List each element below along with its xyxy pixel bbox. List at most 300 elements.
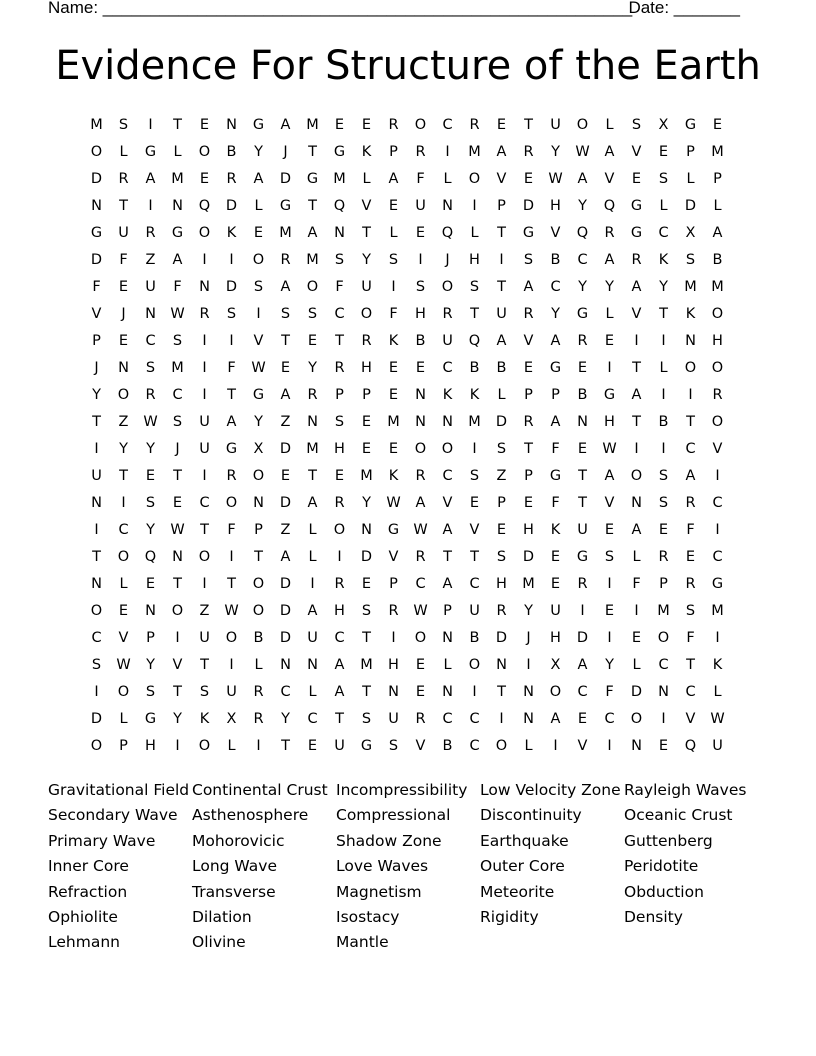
- grid-letter: I: [391, 630, 396, 646]
- grid-letter: N: [334, 225, 345, 241]
- grid-letter: T: [524, 117, 533, 133]
- grid-letter: N: [658, 684, 669, 700]
- grid-letter: E: [280, 468, 291, 484]
- grid-letter: L: [524, 738, 533, 754]
- grid-letter: A: [415, 495, 426, 511]
- grid-letter: I: [202, 252, 207, 268]
- grid-letter: C: [577, 684, 588, 700]
- grid-letter: I: [445, 144, 450, 160]
- grid-letter: S: [145, 684, 156, 700]
- grid-letter: D: [684, 198, 697, 214]
- grid-letter: P: [659, 576, 668, 592]
- grid-letter: H: [388, 657, 399, 673]
- grid-letter: W: [170, 522, 185, 538]
- grid-letter: S: [469, 468, 480, 484]
- grid-letter: I: [526, 657, 531, 673]
- grid-letter: I: [472, 441, 477, 457]
- grid-letter: I: [202, 333, 207, 349]
- grid-letter: A: [631, 279, 642, 295]
- grid-letter: A: [442, 522, 453, 538]
- word-list-item: Gravitational Field: [48, 781, 190, 799]
- grid-letter: E: [361, 117, 372, 133]
- grid-letter: C: [658, 657, 669, 673]
- grid-letter: M: [684, 279, 697, 295]
- grid-letter: O: [117, 387, 130, 403]
- grid-letter: I: [229, 549, 234, 565]
- grid-letter: G: [630, 225, 643, 241]
- grid-letter: E: [199, 171, 210, 187]
- grid-letter: E: [496, 522, 507, 538]
- grid-letter: L: [659, 198, 668, 214]
- grid-letter: T: [335, 333, 344, 349]
- grid-letter: T: [362, 225, 371, 241]
- word-list-item: Asthenosphere: [192, 806, 309, 825]
- grid-letter: D: [90, 711, 103, 727]
- grid-letter: R: [604, 225, 615, 241]
- grid-letter: G: [144, 711, 157, 727]
- grid-letter: F: [605, 684, 614, 700]
- grid-letter: S: [334, 414, 345, 430]
- grid-letter: P: [92, 333, 101, 349]
- grid-letter: I: [256, 306, 261, 322]
- grid-letter: Y: [362, 252, 371, 268]
- header-row: [48, 0, 740, 20]
- grid-letter: V: [631, 144, 642, 160]
- grid-letter: N: [91, 198, 102, 214]
- grid-letter: A: [226, 414, 237, 430]
- grid-letter: V: [415, 738, 426, 754]
- grid-letter: L: [605, 117, 614, 133]
- grid-letter: R: [388, 603, 399, 619]
- grid-letter: O: [576, 117, 589, 133]
- word-list-item: Rayleigh Waves: [624, 781, 747, 799]
- grid-letter: R: [199, 306, 210, 322]
- word-list-item: Obduction: [624, 882, 704, 901]
- grid-letter: S: [631, 117, 642, 133]
- grid-letter: I: [310, 576, 315, 592]
- grid-letter: A: [280, 279, 291, 295]
- grid-letter: I: [202, 387, 207, 403]
- grid-letter: A: [442, 576, 453, 592]
- grid-letter: S: [496, 549, 507, 565]
- grid-letter: P: [146, 630, 155, 646]
- grid-row: [83, 625, 731, 652]
- grid-letter: O: [549, 684, 562, 700]
- grid-letter: F: [686, 522, 695, 538]
- grid-letter: M: [306, 441, 319, 457]
- grid-letter: E: [604, 333, 615, 349]
- letter-grid: [83, 112, 731, 760]
- grid-letter: D: [279, 171, 292, 187]
- grid-letter: U: [469, 603, 480, 619]
- grid-letter: U: [712, 738, 723, 754]
- grid-letter: B: [253, 630, 264, 646]
- grid-letter: A: [334, 657, 345, 673]
- grid-letter: R: [685, 495, 696, 511]
- grid-letter: G: [549, 360, 562, 376]
- grid-row: [83, 328, 731, 355]
- grid-letter: J: [283, 144, 288, 160]
- grid-letter: T: [308, 468, 317, 484]
- grid-letter: G: [711, 576, 724, 592]
- grid-letter: Y: [254, 414, 263, 430]
- grid-letter: M: [279, 225, 292, 241]
- grid-letter: F: [119, 252, 128, 268]
- grid-letter: L: [119, 144, 128, 160]
- grid-letter: A: [307, 225, 318, 241]
- grid-letter: G: [522, 225, 535, 241]
- grid-letter: N: [523, 684, 534, 700]
- word-list-item: Peridotite: [624, 857, 699, 876]
- grid-letter: R: [415, 468, 426, 484]
- grid-letter: Y: [551, 144, 560, 160]
- grid-letter: M: [387, 414, 400, 430]
- grid-letter: S: [226, 306, 237, 322]
- page-title: Evidence For Structure of the Earth: [55, 43, 761, 89]
- grid-letter: M: [333, 171, 346, 187]
- grid-letter: E: [415, 225, 426, 241]
- grid-letter: X: [685, 225, 696, 241]
- grid-letter: E: [415, 360, 426, 376]
- grid-letter: W: [548, 171, 563, 187]
- grid-letter: S: [334, 252, 345, 268]
- grid-letter: E: [604, 522, 615, 538]
- grid-letter: N: [496, 657, 507, 673]
- grid-letter: S: [658, 171, 669, 187]
- grid-letter: I: [229, 252, 234, 268]
- grid-letter: E: [712, 117, 723, 133]
- grid-letter: O: [198, 225, 211, 241]
- grid-letter: T: [632, 360, 641, 376]
- grid-letter: A: [550, 711, 561, 727]
- grid-letter: T: [497, 279, 506, 295]
- grid-letter: L: [119, 711, 128, 727]
- grid-letter: E: [415, 684, 426, 700]
- grid-letter: J: [94, 360, 99, 376]
- grid-letter: O: [117, 549, 130, 565]
- grid-letter: E: [361, 576, 372, 592]
- grid-letter: A: [604, 252, 615, 268]
- grid-letter: R: [145, 225, 156, 241]
- grid-letter: B: [496, 360, 507, 376]
- grid-letter: M: [171, 360, 184, 376]
- grid-letter: A: [280, 387, 291, 403]
- grid-letter: I: [634, 441, 639, 457]
- grid-letter: C: [712, 549, 723, 565]
- grid-letter: C: [442, 360, 453, 376]
- grid-letter: P: [551, 387, 560, 403]
- grid-row: [83, 193, 731, 220]
- grid-letter: R: [361, 333, 372, 349]
- grid-letter: B: [442, 738, 453, 754]
- grid-letter: L: [713, 198, 722, 214]
- grid-letter: N: [118, 360, 129, 376]
- word-list-item: Lehmann: [48, 933, 120, 952]
- grid-letter: I: [391, 279, 396, 295]
- grid-letter: V: [604, 495, 615, 511]
- grid-letter: A: [145, 171, 156, 187]
- grid-letter: J: [526, 630, 531, 646]
- grid-letter: Q: [441, 225, 454, 241]
- grid-letter: T: [524, 441, 533, 457]
- grid-letter: H: [415, 306, 426, 322]
- grid-letter: V: [550, 225, 561, 241]
- grid-letter: C: [172, 387, 183, 403]
- grid-letter: F: [551, 495, 560, 511]
- grid-letter: D: [495, 630, 508, 646]
- grid-letter: R: [415, 144, 426, 160]
- grid-letter: A: [388, 171, 399, 187]
- word-column: [624, 778, 768, 956]
- word-list-item: Refraction: [48, 882, 128, 901]
- grid-letter: N: [280, 657, 291, 673]
- grid-letter: I: [634, 603, 639, 619]
- grid-letter: N: [307, 657, 318, 673]
- grid-letter: W: [251, 360, 266, 376]
- grid-letter: H: [712, 333, 723, 349]
- grid-letter: M: [90, 117, 103, 133]
- grid-letter: E: [631, 171, 642, 187]
- grid-row: [83, 301, 731, 328]
- word-list-item: Continental Crust: [192, 781, 328, 799]
- grid-letter: S: [172, 333, 183, 349]
- grid-letter: P: [524, 387, 533, 403]
- word-list-item: Love Waves: [336, 857, 429, 876]
- grid-letter: M: [468, 144, 481, 160]
- grid-letter: W: [116, 657, 131, 673]
- grid-letter: R: [334, 576, 345, 592]
- grid-letter: D: [576, 630, 589, 646]
- grid-letter: L: [686, 171, 695, 187]
- grid-letter: E: [604, 603, 615, 619]
- grid-letter: N: [442, 414, 453, 430]
- grid-letter: O: [360, 306, 373, 322]
- grid-letter: R: [523, 144, 534, 160]
- grid-letter: G: [306, 171, 319, 187]
- grid-letter: F: [173, 279, 182, 295]
- grid-letter: A: [253, 171, 264, 187]
- grid-letter: Y: [362, 495, 371, 511]
- grid-letter: O: [225, 630, 238, 646]
- grid-letter: I: [202, 468, 207, 484]
- grid-letter: O: [495, 738, 508, 754]
- grid-letter: K: [469, 387, 480, 403]
- grid-letter: Y: [524, 603, 533, 619]
- grid-letter: T: [92, 414, 101, 430]
- grid-letter: C: [604, 711, 615, 727]
- grid-letter: I: [607, 630, 612, 646]
- grid-letter: U: [550, 117, 561, 133]
- grid-letter: F: [551, 441, 560, 457]
- grid-letter: Y: [92, 387, 101, 403]
- grid-letter: Y: [254, 144, 263, 160]
- grid-letter: S: [145, 360, 156, 376]
- word-list-item: Magnetism: [336, 882, 422, 901]
- grid-letter: E: [307, 333, 318, 349]
- grid-letter: G: [279, 198, 292, 214]
- grid-letter: S: [523, 252, 534, 268]
- grid-letter: A: [496, 144, 507, 160]
- grid-letter: A: [631, 387, 642, 403]
- grid-letter: F: [335, 279, 344, 295]
- grid-letter: R: [658, 549, 669, 565]
- grid-letter: T: [578, 468, 587, 484]
- grid-letter: L: [713, 684, 722, 700]
- grid-letter: R: [469, 117, 480, 133]
- grid-letter: I: [202, 360, 207, 376]
- grid-letter: I: [256, 738, 261, 754]
- grid-row: [83, 436, 731, 463]
- grid-letter: I: [499, 711, 504, 727]
- grid-row: [83, 706, 731, 733]
- grid-letter: P: [335, 387, 344, 403]
- grid-letter: I: [499, 252, 504, 268]
- grid-letter: G: [684, 117, 697, 133]
- grid-row: [83, 382, 731, 409]
- grid-letter: L: [308, 549, 317, 565]
- grid-letter: S: [280, 306, 291, 322]
- grid-letter: U: [496, 306, 507, 322]
- grid-letter: T: [470, 549, 479, 565]
- grid-letter: P: [389, 576, 398, 592]
- grid-row: [83, 652, 731, 679]
- grid-letter: I: [472, 684, 477, 700]
- grid-letter: V: [523, 333, 534, 349]
- grid-letter: X: [658, 117, 669, 133]
- grid-letter: P: [497, 495, 506, 511]
- grid-letter: O: [711, 360, 724, 376]
- grid-row: [83, 598, 731, 625]
- grid-letter: G: [576, 306, 589, 322]
- grid-letter: N: [523, 711, 534, 727]
- grid-letter: G: [549, 468, 562, 484]
- grid-letter: Q: [333, 198, 346, 214]
- grid-letter: D: [279, 630, 292, 646]
- grid-letter: E: [388, 387, 399, 403]
- grid-letter: P: [497, 198, 506, 214]
- grid-letter: P: [713, 171, 722, 187]
- grid-letter: Q: [198, 198, 211, 214]
- grid-letter: E: [361, 414, 372, 430]
- grid-letter: M: [657, 603, 670, 619]
- word-list-item: Mohorovicic: [192, 831, 285, 850]
- grid-letter: C: [442, 117, 453, 133]
- word-column: [48, 778, 192, 956]
- grid-letter: D: [90, 171, 103, 187]
- grid-letter: U: [388, 711, 399, 727]
- grid-letter: S: [415, 279, 426, 295]
- grid-letter: H: [550, 198, 561, 214]
- grid-letter: O: [306, 279, 319, 295]
- grid-letter: V: [712, 441, 723, 457]
- grid-row: [83, 274, 731, 301]
- grid-letter: A: [685, 468, 696, 484]
- word-list-item: Ophiolite: [48, 907, 118, 926]
- grid-letter: P: [254, 522, 263, 538]
- grid-letter: U: [226, 684, 237, 700]
- grid-letter: G: [144, 144, 157, 160]
- grid-letter: J: [175, 441, 180, 457]
- grid-letter: I: [580, 603, 585, 619]
- grid-letter: Y: [578, 198, 587, 214]
- grid-letter: R: [685, 576, 696, 592]
- grid-letter: Y: [281, 711, 290, 727]
- grid-letter: Q: [576, 225, 589, 241]
- grid-letter: U: [307, 630, 318, 646]
- grid-letter: E: [145, 468, 156, 484]
- grid-letter: R: [631, 252, 642, 268]
- grid-letter: B: [577, 387, 588, 403]
- grid-letter: T: [443, 549, 452, 565]
- grid-letter: S: [388, 252, 399, 268]
- grid-letter: I: [175, 630, 180, 646]
- grid-letter: T: [173, 576, 182, 592]
- grid-letter: I: [148, 198, 153, 214]
- grid-letter: E: [361, 441, 372, 457]
- grid-letter: M: [468, 414, 481, 430]
- grid-letter: T: [227, 387, 236, 403]
- grid-letter: Y: [173, 711, 182, 727]
- grid-letter: G: [387, 522, 400, 538]
- grid-letter: D: [225, 198, 238, 214]
- grid-letter: I: [202, 576, 207, 592]
- word-list-item: Discontinuity: [480, 806, 582, 825]
- grid-letter: P: [119, 738, 128, 754]
- grid-letter: B: [550, 252, 561, 268]
- grid-letter: V: [577, 738, 588, 754]
- grid-letter: T: [281, 333, 290, 349]
- grid-letter: T: [119, 468, 128, 484]
- grid-letter: F: [227, 360, 236, 376]
- grid-letter: B: [712, 252, 723, 268]
- grid-letter: T: [497, 684, 506, 700]
- word-list-item: Olivine: [192, 933, 246, 952]
- grid-letter: V: [253, 333, 264, 349]
- grid-letter: S: [91, 657, 102, 673]
- grid-letter: I: [94, 441, 99, 457]
- grid-letter: E: [172, 495, 183, 511]
- grid-letter: R: [415, 711, 426, 727]
- grid-letter: A: [550, 414, 561, 430]
- grid-letter: I: [715, 522, 720, 538]
- grid-letter: F: [632, 576, 641, 592]
- grid-letter: A: [307, 495, 318, 511]
- grid-letter: N: [226, 117, 237, 133]
- grid-letter: Y: [551, 306, 560, 322]
- grid-letter: A: [631, 522, 642, 538]
- grid-letter: H: [334, 603, 345, 619]
- grid-letter: T: [200, 657, 209, 673]
- grid-row: [83, 220, 731, 247]
- grid-letter: I: [418, 252, 423, 268]
- grid-letter: Y: [146, 441, 155, 457]
- grid-letter: R: [388, 117, 399, 133]
- grid-letter: K: [388, 468, 399, 484]
- grid-letter: E: [550, 549, 561, 565]
- word-list-item: Compressional: [336, 806, 451, 825]
- grid-letter: Y: [119, 441, 128, 457]
- grid-letter: E: [658, 522, 669, 538]
- grid-letter: O: [657, 630, 670, 646]
- grid-letter: B: [469, 630, 480, 646]
- grid-letter: R: [253, 684, 264, 700]
- grid-letter: W: [413, 522, 428, 538]
- grid-letter: T: [308, 198, 317, 214]
- grid-letter: Y: [146, 522, 155, 538]
- grid-letter: I: [553, 738, 558, 754]
- grid-letter: I: [607, 738, 612, 754]
- grid-letter: C: [415, 576, 426, 592]
